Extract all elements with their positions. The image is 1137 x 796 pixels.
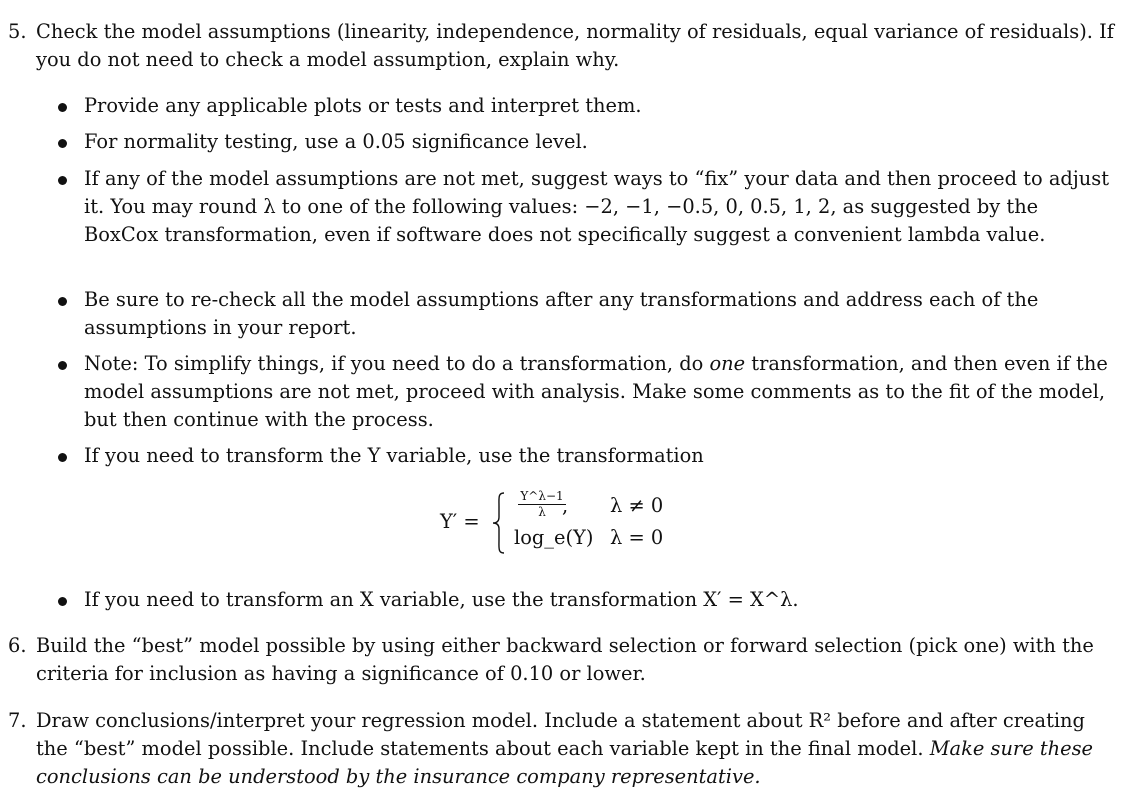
bullet-note-emphasis: one [709, 352, 746, 375]
item-6 [8, 632, 1118, 688]
formula-condition-1: λ ≠ 0 [610, 494, 664, 517]
formula-comma: , [562, 494, 569, 517]
bullet-dot [58, 361, 67, 370]
formula-condition-2: λ = 0 [610, 526, 664, 549]
bullet-dot [58, 597, 67, 606]
bullet-note-pre: Note: To simplify things, if you need to do a transformation, do [84, 352, 710, 375]
item-6-text: Build the “best” model possible by using either backward selection or forward selection (pick one) with the criteria for inclusion as having a significance of 0.10 or lower. [36, 634, 1094, 685]
item-7-number: 7. [8, 709, 27, 732]
bullet-dot [58, 297, 67, 306]
item-7-body: Draw conclusions/interpret your regression model. Include a statement about R² before and after creating the “best” model possible. Include statements about each variable kept in the final model. [36, 709, 1085, 760]
bullet-recheck-text: Be sure to re-check all the model assumptions after any transformations and address each of the assumptions in your report. [84, 288, 1039, 339]
bullet-normality [58, 128, 1118, 156]
bullet-dot [58, 139, 67, 148]
bullet-recheck [58, 286, 1118, 342]
bullet-transform-y-text: If you need to transform the Y variable, use the transformation [84, 444, 704, 467]
formula-numerator: Y^λ−1 [520, 489, 564, 503]
bullet-fix-data [58, 165, 1118, 249]
bullet-note [58, 350, 1118, 434]
item-6-number: 6. [8, 634, 27, 657]
bullet-note-text [84, 350, 1118, 434]
left-brace-icon [492, 492, 506, 554]
formula-denominator: λ [538, 505, 546, 519]
bullet-normality-text: For normality testing, use a 0.05 significance level. [84, 130, 588, 153]
bullet-transform-y [58, 442, 1118, 470]
item-5 [8, 18, 1118, 74]
bullet-dot [58, 176, 67, 185]
formula-case-2: log_e(Y) [514, 526, 594, 549]
bullet-transform-x-text: If you need to transform an X variable, use the transformation X′ = X^λ. [84, 588, 799, 611]
boxcox-formula [440, 490, 700, 560]
item-5-text: Check the model assumptions (linearity, independence, normality of residuals, equal variance of residuals). If you do not need to check a model assumption, explain why. [36, 20, 1114, 71]
bullet-note-post: transformation, and then even if the model assumptions are not met, proceed with analysis. Make some comments as to the fit of the model, but then continue with the process. [84, 352, 1108, 431]
bullet-dot [58, 453, 67, 462]
item-7-text [36, 707, 1118, 791]
bullet-plots-tests [58, 92, 1118, 120]
formula-lhs: Y′ = [440, 510, 480, 533]
bullet-transform-x [58, 586, 1118, 614]
item-7-emphasis: Make sure these conclusions can be understood by the insurance company representative. [36, 737, 1094, 788]
bullet-fix-data-text: If any of the model assumptions are not met, suggest ways to “fix” your data and then proceed to adjust it. You may round λ to one of the following values: −2, −1, −0.5, 0, 0.5, 1, 2, as suggested by the BoxCox transformation, even if software does not specifically suggest a convenient lambda value. [84, 167, 1110, 246]
bullet-plots-tests-text: Provide any applicable plots or tests and interpret them. [84, 94, 642, 117]
item-5-number: 5. [8, 20, 27, 43]
item-7 [8, 707, 1118, 791]
bullet-dot [58, 103, 67, 112]
